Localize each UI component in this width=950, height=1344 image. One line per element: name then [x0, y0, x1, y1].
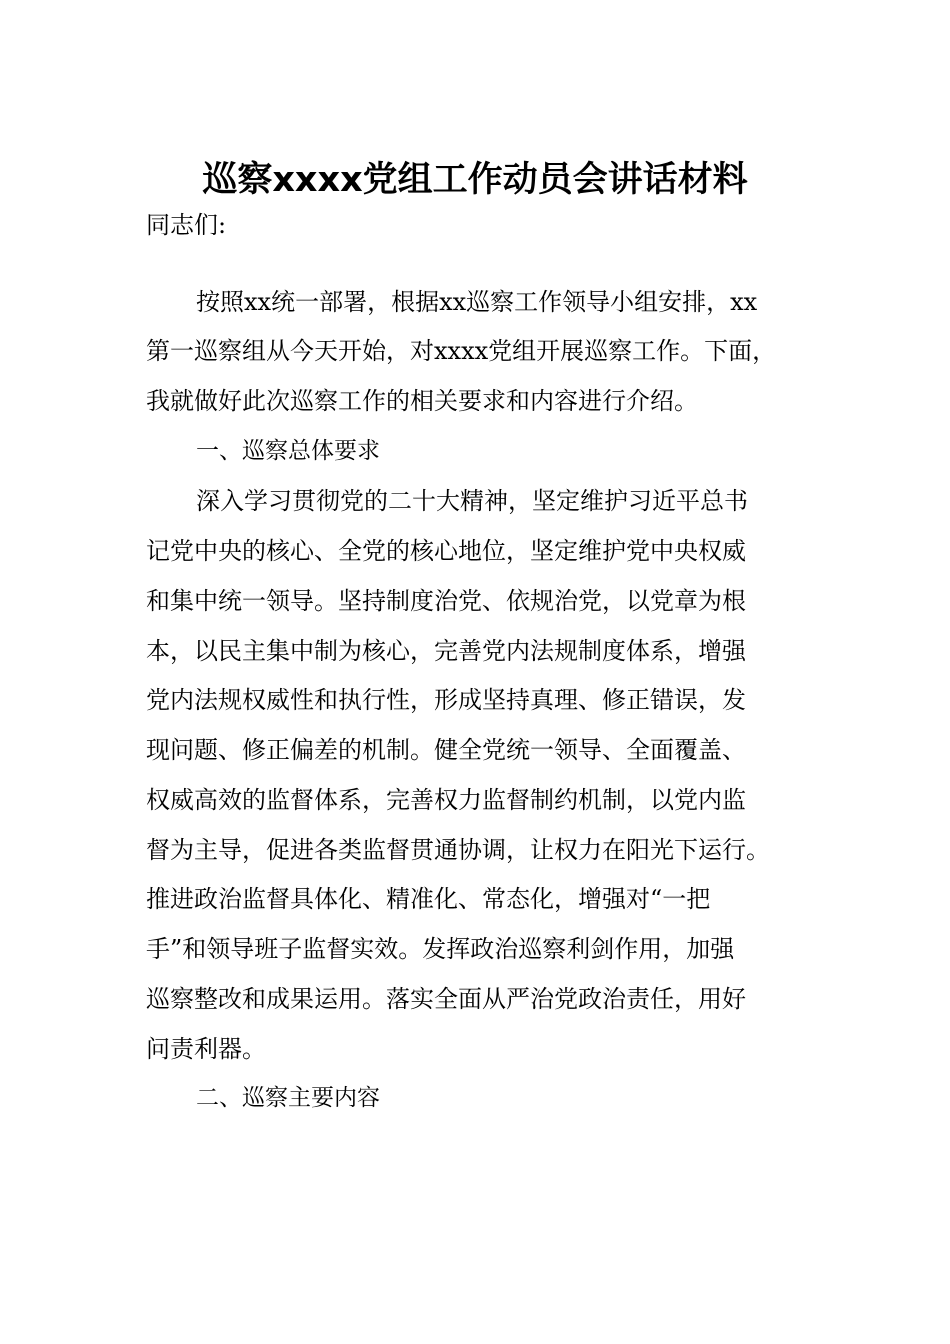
paragraph-2-line-6: 现问题、修正偏差的机制。健全党统一领导、全面覆盖、: [146, 736, 746, 764]
paragraph-2-line-5: 党内法规权威性和执行性，形成坚持真理、修正错误，发: [146, 686, 746, 714]
paragraph-2-line-4: 本，以民主集中制为核心，完善党内法规制度体系，增强: [146, 637, 746, 665]
paragraph-2-line-12: 问责利器。: [146, 1035, 266, 1063]
paragraph-2-line-9: 推进政治监督具体化、精准化、常态化，增强对“一把: [146, 885, 711, 913]
paragraph-1-line-2: 第一巡察组从今天开始，对xxxx党组开展巡察工作。下面，: [146, 337, 777, 365]
document-title: 巡察xxxx党组工作动员会讲话材料: [202, 160, 748, 200]
paragraph-2-line-7: 权威高效的监督体系，完善权力监督制约机制，以党内监: [146, 786, 746, 814]
paragraph-2-line-3: 和集中统一领导。坚持制度治党、依规治党，以党章为根: [146, 587, 746, 615]
section-heading-1: 一、巡察总体要求: [196, 438, 380, 464]
section-heading-2: 二、巡察主要内容: [196, 1085, 380, 1111]
paragraph-2-line-11: 巡察整改和成果运用。落实全面从严治党政治责任，用好: [146, 985, 746, 1013]
paragraph-2-line-8: 督为主导，促进各类监督贯通协调，让权力在阳光下运行。: [146, 836, 770, 864]
paragraph-2-line-2: 记党中央的核心、全党的核心地位，坚定维护党中央权威: [146, 537, 746, 565]
paragraph-2-line-1: 深入学习贯彻党的二十大精神，坚定维护习近平总书: [196, 487, 748, 515]
paragraph-1-line-3: 我就做好此次巡察工作的相关要求和内容进行介绍。: [146, 387, 698, 415]
salutation: 同志们:: [146, 211, 227, 239]
paragraph-2-line-10: 手”和领导班子监督实效。发挥政治巡察利剑作用，加强: [146, 935, 735, 963]
paragraph-1-line-1: 按照xx统一部署，根据xx巡察工作领导小组安排，xx: [196, 288, 758, 316]
